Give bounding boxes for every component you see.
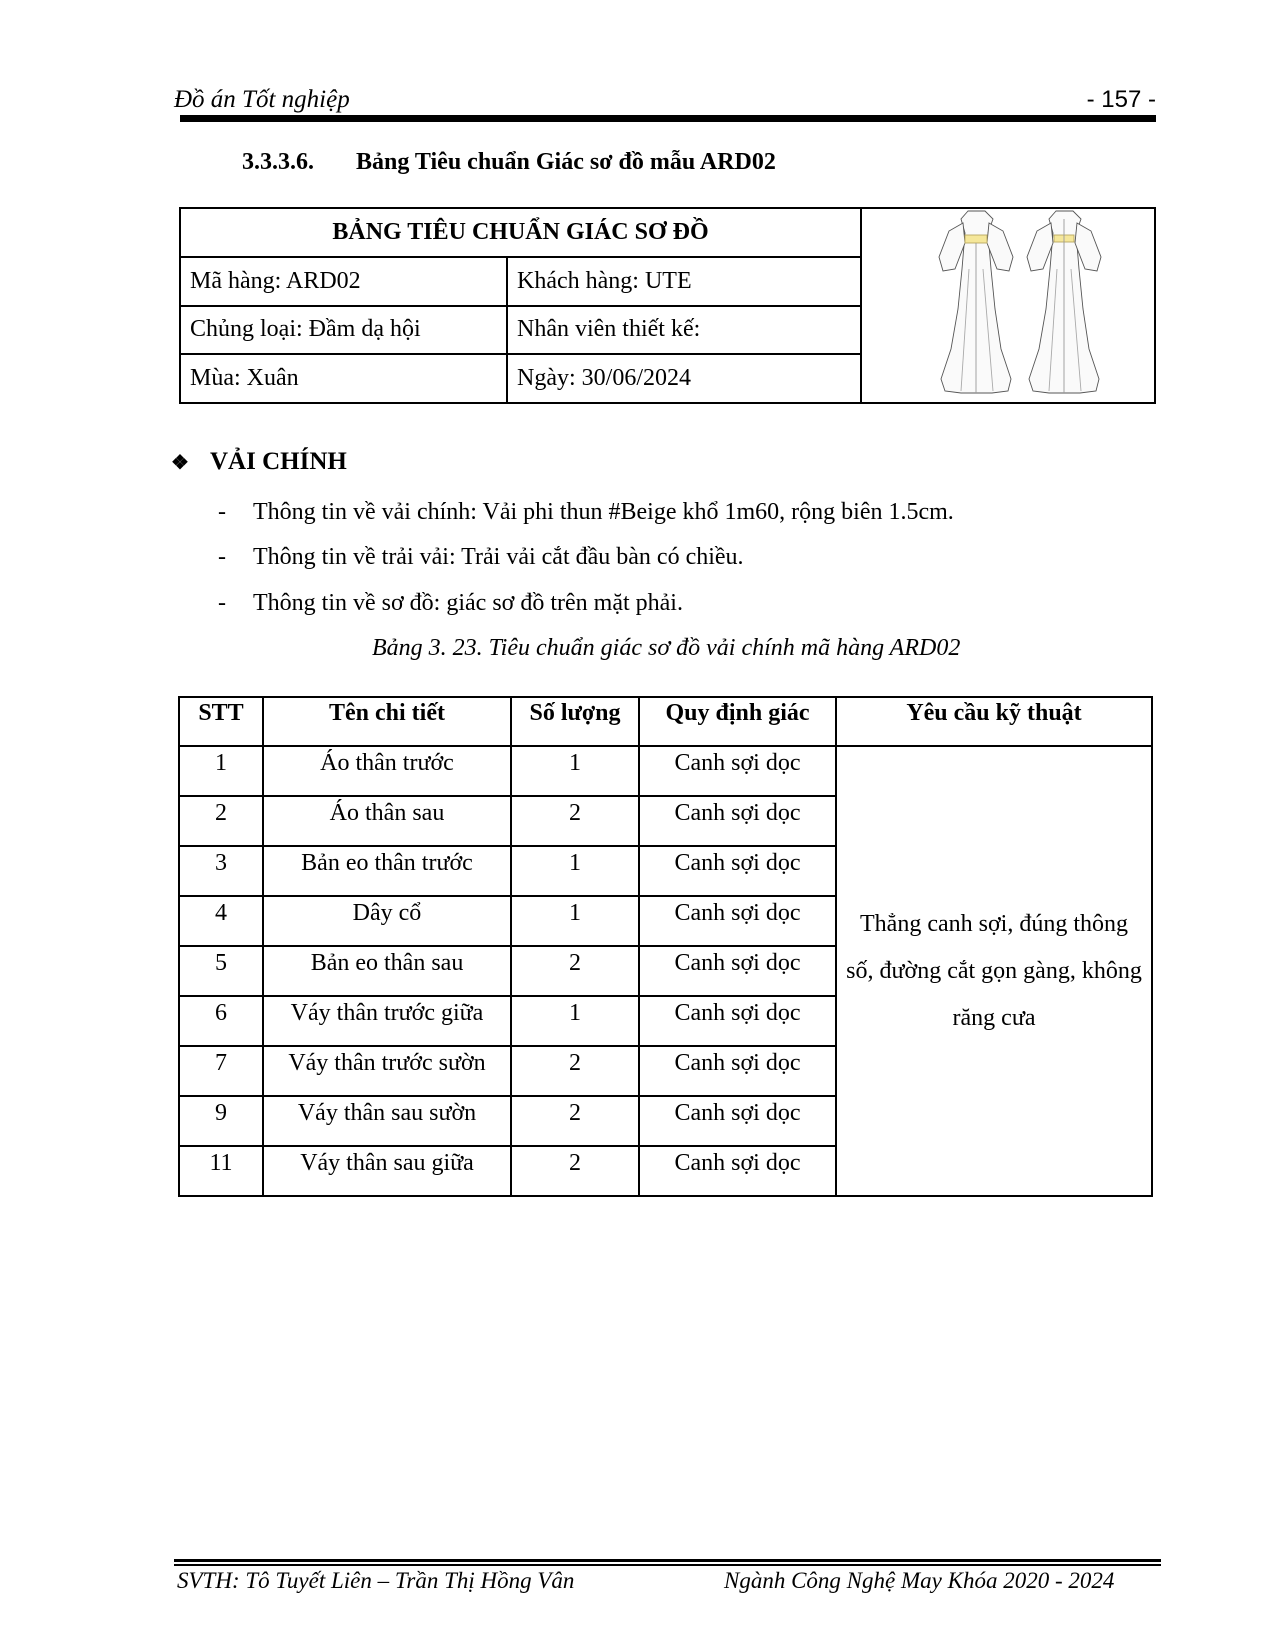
info-cell: Mã hàng: ARD02 (180, 257, 507, 306)
footer-program: Ngành Công Nghệ May Khóa 2020 - 2024 (724, 1568, 1115, 1593)
fabric-list-item-text: Thông tin về sơ đồ: giác sơ đồ trên mặt phải. (253, 590, 683, 616)
cell-part-name: Bản eo thân sau (263, 946, 511, 996)
fabric-heading (171, 447, 347, 478)
column-header-quantity: Số lượng (511, 697, 639, 746)
cell-marker-rule: Canh sợi dọc (639, 1146, 836, 1196)
column-header-requirement: Yêu cầu kỹ thuật (836, 697, 1152, 746)
cell-stt: 9 (179, 1096, 263, 1146)
section-title: Bảng Tiêu chuẩn Giác sơ đồ mẫu ARD02 (356, 149, 776, 175)
cell-part-name: Áo thân trước (263, 746, 511, 796)
header-rule (180, 115, 1156, 122)
column-header-marker-rule: Quy định giác (639, 697, 836, 746)
dash-bullet-icon: - (218, 499, 226, 525)
info-table-title: BẢNG TIÊU CHUẨN GIÁC SƠ ĐỒ (180, 208, 861, 257)
fabric-list-item (218, 588, 683, 618)
cell-part-name: Váy thân sau sườn (263, 1096, 511, 1146)
footer-rule (174, 1559, 1161, 1562)
cell-marker-rule: Canh sợi dọc (639, 796, 836, 846)
cell-quantity: 1 (511, 746, 639, 796)
cell-quantity: 1 (511, 846, 639, 896)
dress-sketch-cell (861, 208, 1155, 403)
cell-quantity: 2 (511, 1046, 639, 1096)
cell-part-name: Váy thân trước sườn (263, 1046, 511, 1096)
footer-rule (174, 1564, 1161, 1566)
cell-marker-rule: Canh sợi dọc (639, 946, 836, 996)
cell-quantity: 1 (511, 996, 639, 1046)
cell-quantity: 2 (511, 1096, 639, 1146)
diamond-bullet-icon: ❖ (171, 452, 189, 474)
info-cell: Khách hàng: UTE (507, 257, 861, 306)
cell-stt: 4 (179, 896, 263, 946)
info-cell: Chủng loại: Đầm dạ hội (180, 306, 507, 355)
cell-part-name: Dây cổ (263, 896, 511, 946)
section-heading (242, 146, 776, 178)
cell-quantity: 1 (511, 896, 639, 946)
info-table (179, 207, 1156, 404)
page-number: - 157 - (1086, 86, 1156, 113)
cell-marker-rule: Canh sợi dọc (639, 996, 836, 1046)
cell-part-name: Bản eo thân trước (263, 846, 511, 896)
dash-bullet-icon: - (218, 590, 226, 616)
cell-marker-rule: Canh sợi dọc (639, 846, 836, 896)
column-header-stt: STT (179, 697, 263, 746)
cell-stt: 3 (179, 846, 263, 896)
fabric-list-item-text: Thông tin về vải chính: Vải phi thun #Beige khổ 1m60, rộng biên 1.5cm. (253, 499, 954, 525)
cell-stt: 5 (179, 946, 263, 996)
cell-part-name: Áo thân sau (263, 796, 511, 846)
cell-marker-rule: Canh sợi dọc (639, 896, 836, 946)
cell-marker-rule: Canh sợi dọc (639, 1046, 836, 1096)
cell-stt: 1 (179, 746, 263, 796)
cell-marker-rule: Canh sợi dọc (639, 1096, 836, 1146)
cell-quantity: 2 (511, 946, 639, 996)
info-cell: Ngày: 30/06/2024 (507, 354, 861, 403)
cell-part-name: Váy thân sau giữa (263, 1146, 511, 1196)
fabric-heading-text: VẢI CHÍNH (210, 448, 347, 475)
section-number: 3.3.3.6. (242, 149, 314, 175)
cell-part-name: Váy thân trước giữa (263, 996, 511, 1046)
footer-authors: SVTH: Tô Tuyết Liên – Trần Thị Hồng Vân (177, 1568, 575, 1593)
marker-standard-table (178, 696, 1153, 1197)
dash-bullet-icon: - (218, 544, 226, 570)
table-row (179, 746, 1152, 796)
info-cell: Mùa: Xuân (180, 354, 507, 403)
cell-stt: 7 (179, 1046, 263, 1096)
cell-stt: 6 (179, 996, 263, 1046)
cell-marker-rule: Canh sợi dọc (639, 746, 836, 796)
cell-stt: 11 (179, 1146, 263, 1196)
document-header-title: Đồ án Tốt nghiệp (174, 86, 350, 113)
table-header-row (179, 697, 1152, 746)
cell-stt: 2 (179, 796, 263, 846)
dress-sketch-icon (883, 209, 1133, 395)
info-cell: Nhân viên thiết kế: (507, 306, 861, 355)
cell-requirement: Thẳng canh sợi, đúng thông số, đường cắt gọn gàng, không răng cưa (836, 746, 1152, 1196)
fabric-list-item (218, 497, 954, 527)
cell-quantity: 2 (511, 1146, 639, 1196)
column-header-part-name: Tên chi tiết (263, 697, 511, 746)
fabric-list-item-text: Thông tin về trải vải: Trải vải cắt đầu bàn có chiều. (253, 544, 744, 570)
fabric-list-item (218, 542, 744, 572)
table-caption: Bảng 3. 23. Tiêu chuẩn giác sơ đồ vải chính mã hàng ARD02 (372, 635, 961, 661)
cell-quantity: 2 (511, 796, 639, 846)
